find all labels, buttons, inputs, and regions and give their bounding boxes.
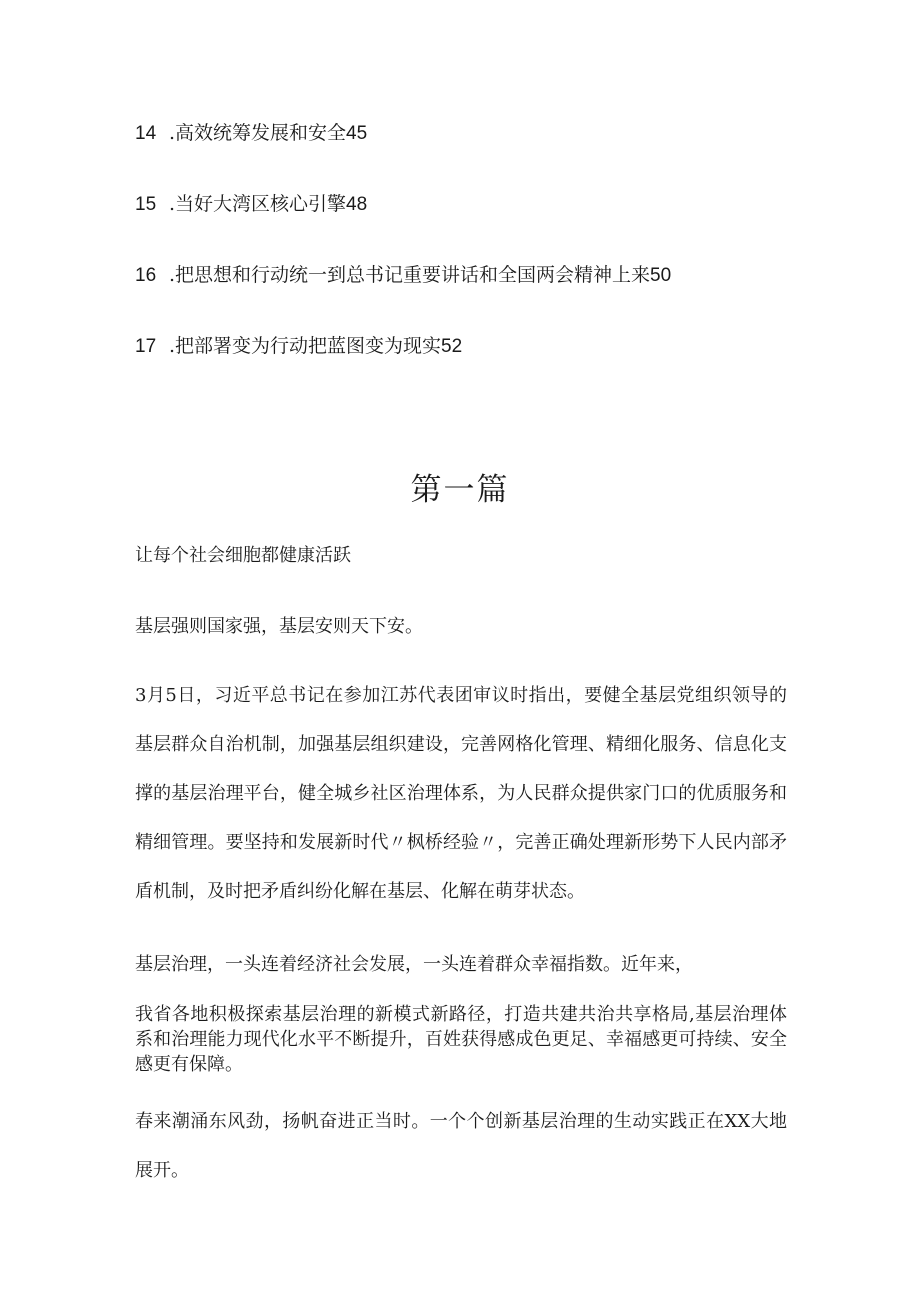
table-of-contents	[135, 118, 671, 402]
toc-entry-title: .把思想和行动统一到总书记重要讲话和全国两会精神上来	[169, 264, 651, 286]
toc-entry-15[interactable]	[135, 189, 671, 219]
paragraph-practice: 我省各地积极探索基层治理的新模式新路径，打造共建共治共享格局,基层治理体系和治理能力现代化水平不断提升，百姓获得感成色更足、幸福感更可持续、安全感更有保障。	[135, 1004, 787, 1075]
toc-entry-number: 16	[135, 265, 157, 286]
toc-entry-number: 17	[135, 336, 157, 357]
toc-entry-page: 50	[650, 265, 672, 286]
toc-entry-page: 48	[346, 194, 368, 215]
paragraph-lead: 基层强则国家强，基层安则天下安。	[135, 616, 423, 637]
paragraph-intro: 基层治理，一头连着经济社会发展，一头连着群众幸福指数。近年来，	[135, 954, 693, 975]
toc-entry-number: 15	[135, 194, 157, 215]
toc-entry-title: .把部署变为行动把蓝图变为现实	[169, 335, 442, 357]
toc-entry-page: 52	[441, 336, 463, 357]
toc-entry-page: 45	[346, 123, 368, 144]
article-title: 让每个社会细胞都健康活跃	[135, 545, 351, 566]
toc-entry-number: 14	[135, 123, 157, 144]
paragraph-closing: 春来潮涌东风劲，扬帆奋进正当时。一个个创新基层治理的生动实践正在XX大地展开。	[135, 1111, 787, 1181]
part-title: 第一篇	[410, 472, 510, 508]
toc-entry-title: .高效统筹发展和安全	[169, 122, 347, 144]
toc-entry-title: .当好大湾区核心引擎	[169, 193, 347, 215]
toc-entry-17[interactable]	[135, 331, 671, 361]
toc-entry-16[interactable]	[135, 260, 671, 290]
paragraph-speech: 3月5日，习近平总书记在参加江苏代表团审议时指出，要健全基层党组织领导的基层群众自治机制，加强基层组织建设，完善网格化管理、精细化服务、信息化支撑的基层治理平台，健全城乡社区治理体系，为人民群众提供家门口的优质服务和精细管理。要坚持和发展新时代〃枫桥经验〃，完善正确处理新形势下人民内部矛盾机制，及时把矛盾纠纷化解在基层、化解在萌芽状态。	[135, 685, 787, 902]
toc-entry-14[interactable]	[135, 118, 671, 148]
